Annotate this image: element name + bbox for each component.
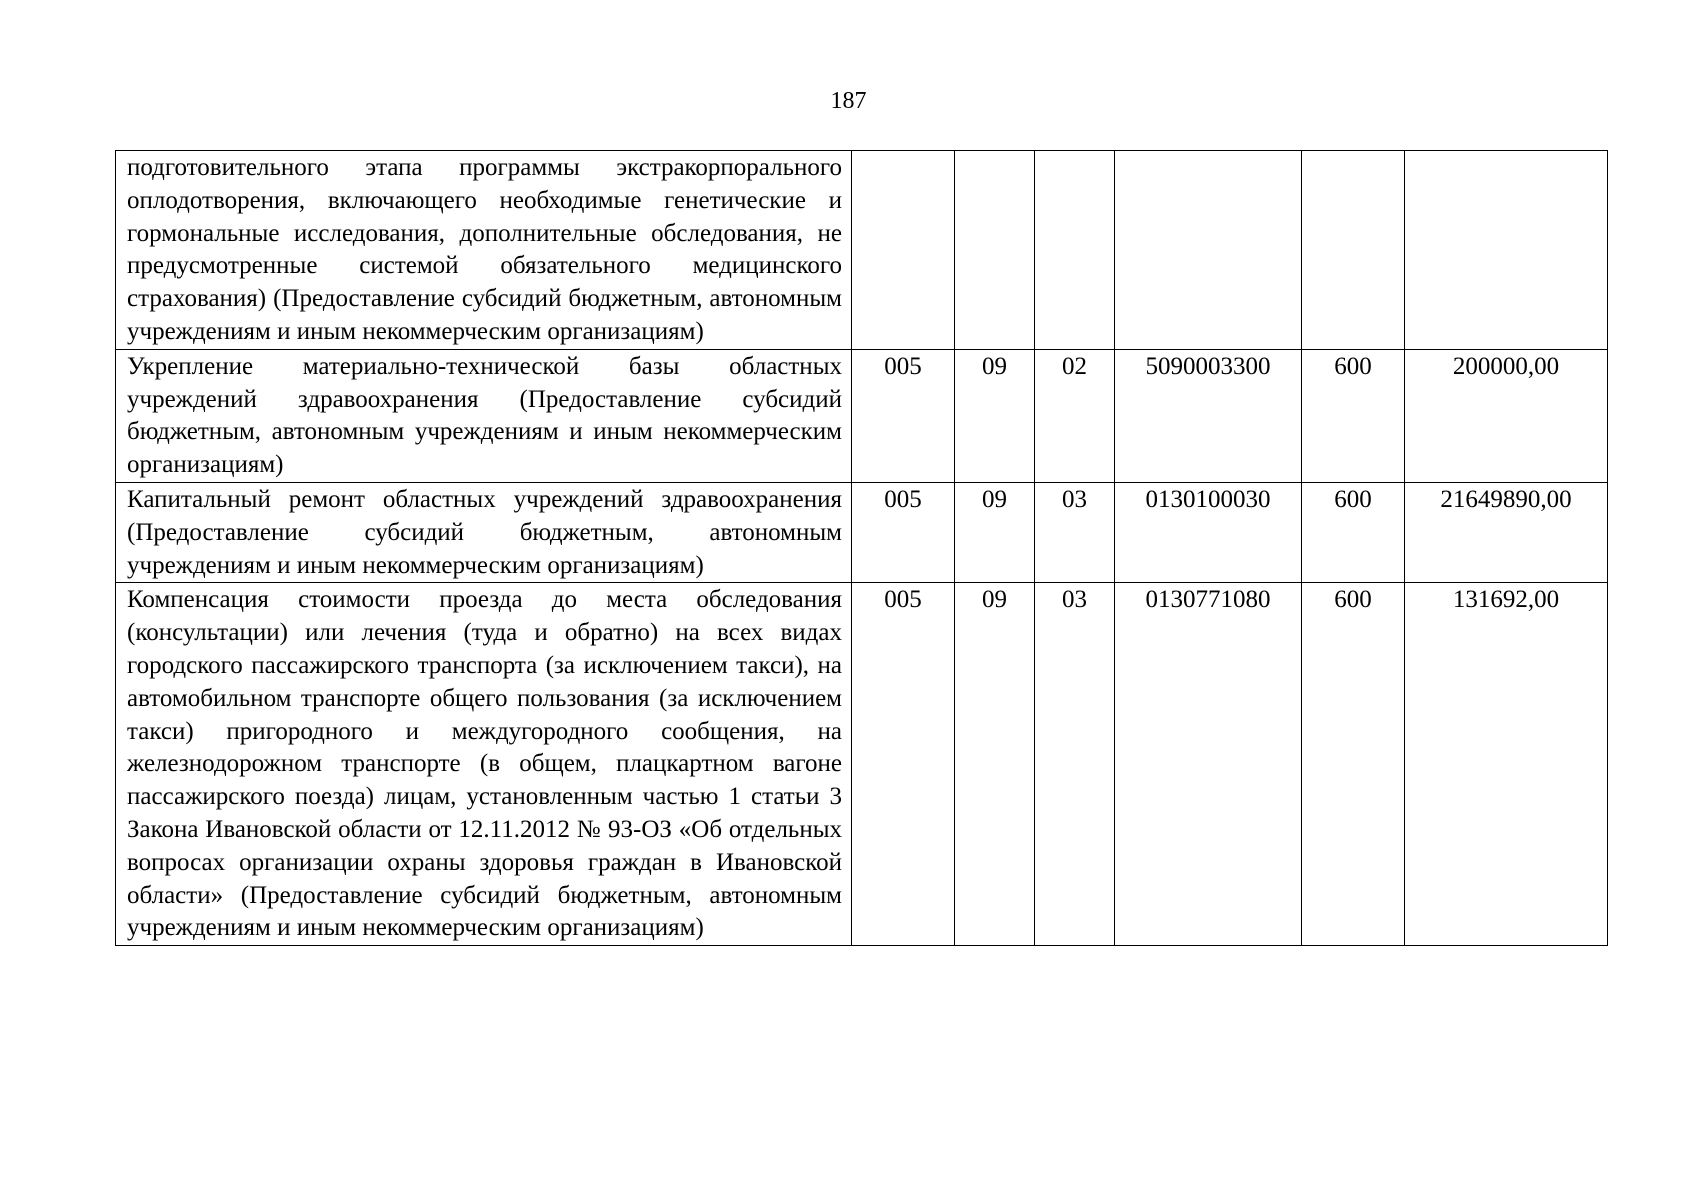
section-cell: 09	[955, 583, 1035, 946]
subsection-cell: 03	[1035, 583, 1115, 946]
expense-type-cell: 600	[1302, 583, 1405, 946]
amount-cell: 131692,00	[1405, 583, 1608, 946]
row-description-cell	[116, 583, 852, 946]
grbs-cell: 005	[852, 482, 955, 582]
row-description-cell	[116, 349, 852, 482]
table-row	[116, 482, 1608, 582]
table-row	[116, 151, 1608, 350]
grbs-cell: 005	[852, 583, 955, 946]
row-description: Компенсация стоимости проезда до места обследования (консультации) или лечения (туда и обратно) на всех видах городского пассажирского транспорта (за исключением такси), на автомобильном транспорте общего пользования (за исключением такси) пригородного и междугородного сообщения, на железнодорожном транспорте (в общем, плацкартном вагоне пассажирского поезда) лицам, установленным частью 1 статьи 3 Закона Ивановской области от 12.11.2012 № 93-ОЗ «Об отдельных вопросах организации охраны здоровья граждан в Ивановской области» (Предоставление субсидий бюджетным, автономным учреждениям и иным некоммерческим организациям)	[127, 586, 842, 942]
row-description-cell	[116, 151, 852, 350]
subsection-cell	[1035, 151, 1115, 350]
row-description: подготовительного этапа программы экстракорпорального оплодотворения, включающего необходимые генетические и гормональные исследования, дополнительные обследования, не предусмотренные системой обязательного медицинского страхования) (Предоставление субсидий бюджетным, автономным учреждениям и иным некоммерческим организациям)	[127, 154, 842, 345]
expense-type-cell	[1302, 151, 1405, 350]
section-cell	[955, 151, 1035, 350]
amount-cell	[1405, 151, 1608, 350]
row-description: Укрепление материально-технической базы областных учреждений здравоохранения (Предоставление субсидий бюджетным, автономным учреждениям и иным некоммерческим организациям)	[127, 352, 842, 479]
subsection-cell: 03	[1035, 482, 1115, 582]
section-cell: 09	[955, 482, 1035, 582]
page-number: 187	[830, 88, 867, 114]
subsection-cell: 02	[1035, 349, 1115, 482]
target-article-cell: 5090003300	[1115, 349, 1302, 482]
budget-table	[115, 150, 1608, 946]
section-cell: 09	[955, 349, 1035, 482]
target-article-cell	[1115, 151, 1302, 350]
target-article-cell: 0130100030	[1115, 482, 1302, 582]
grbs-cell	[852, 151, 955, 350]
amount-cell: 21649890,00	[1405, 482, 1608, 582]
row-description-cell	[116, 482, 852, 582]
row-description: Капитальный ремонт областных учреждений здравоохранения (Предоставление субсидий бюджетным, автономным учреждениям и иным некоммерческим организациям)	[127, 485, 842, 579]
table-row	[116, 349, 1608, 482]
expense-type-cell: 600	[1302, 482, 1405, 582]
grbs-cell: 005	[852, 349, 955, 482]
target-article-cell: 0130771080	[1115, 583, 1302, 946]
amount-cell: 200000,00	[1405, 349, 1608, 482]
expense-type-cell: 600	[1302, 349, 1405, 482]
table-row	[116, 583, 1608, 946]
